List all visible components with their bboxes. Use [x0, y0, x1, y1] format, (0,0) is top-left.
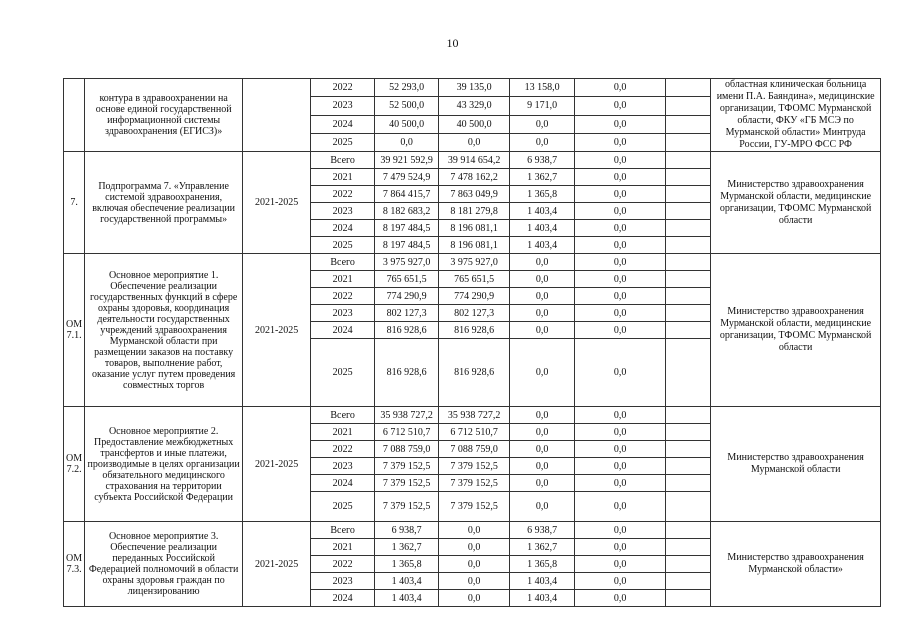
year-cell: Всего	[311, 522, 375, 539]
page-number: 10	[446, 36, 459, 50]
year-cell: 2023	[311, 97, 375, 115]
year-cell: 2022	[311, 288, 375, 305]
year-cell: 2023	[311, 458, 375, 475]
federal-cell: 1 403,4	[510, 203, 575, 220]
year-cell: 2022	[311, 556, 375, 573]
federal-cell: 0,0	[510, 305, 575, 322]
federal-cell: 1 403,4	[510, 220, 575, 237]
total-cell: 1 365,8	[375, 556, 439, 573]
blank-cell	[666, 237, 711, 254]
other-cell: 0,0	[575, 522, 666, 539]
total-cell: 8 197 484,5	[375, 237, 439, 254]
blank-cell	[666, 305, 711, 322]
other-cell: 0,0	[575, 458, 666, 475]
other-cell: 0,0	[575, 237, 666, 254]
other-cell: 0,0	[575, 254, 666, 271]
blank-cell	[666, 573, 711, 590]
table-row	[64, 79, 881, 97]
table-row	[64, 152, 881, 169]
item-name: контура в здравоохранении на основе единой государственной информационной системы здравоохранения (ЕГИСЗ)»	[85, 79, 243, 152]
other-cell: 0,0	[575, 220, 666, 237]
total-cell: 7 379 152,5	[375, 492, 439, 522]
blank-cell	[666, 441, 711, 458]
total-cell: 802 127,3	[375, 305, 439, 322]
total-cell: 774 290,9	[375, 288, 439, 305]
year-cell: 2025	[311, 133, 375, 151]
year-cell: Всего	[311, 254, 375, 271]
funding-table	[63, 78, 881, 607]
item-name: Основное мероприятие 1. Обеспечение реализации государственных функций в сфере охраны здоровья, координация деятельности государственных учреждений здравоохранения Мурманской области при размещении заказов на поставку товаров, выполнение работ, оказание услуг путем проведения совместных торгов	[85, 254, 243, 407]
regional-cell: 39 135,0	[439, 79, 510, 97]
total-cell: 7 479 524,9	[375, 169, 439, 186]
federal-cell: 0,0	[510, 475, 575, 492]
total-cell: 39 921 592,9	[375, 152, 439, 169]
federal-cell: 1 365,8	[510, 186, 575, 203]
period-cell: 2021-2025	[243, 407, 311, 522]
blank-cell	[666, 220, 711, 237]
total-cell: 35 938 727,2	[375, 407, 439, 424]
regional-cell: 35 938 727,2	[439, 407, 510, 424]
federal-cell: 0,0	[510, 271, 575, 288]
year-cell: 2025	[311, 492, 375, 522]
blank-cell	[666, 79, 711, 97]
total-cell: 1 403,4	[375, 573, 439, 590]
other-cell: 0,0	[575, 186, 666, 203]
period-cell: 2021-2025	[243, 254, 311, 407]
row-number: 7.	[64, 152, 85, 254]
total-cell: 8 182 683,2	[375, 203, 439, 220]
total-cell: 816 928,6	[375, 339, 439, 407]
responsible-cell: Министерство здравоохранения Мурманской области, медицинские организации, ТФОМС Мурманской области	[711, 254, 881, 407]
other-cell: 0,0	[575, 441, 666, 458]
other-cell: 0,0	[575, 475, 666, 492]
regional-cell: 7 478 162,2	[439, 169, 510, 186]
regional-cell: 0,0	[439, 556, 510, 573]
blank-cell	[666, 522, 711, 539]
other-cell: 0,0	[575, 539, 666, 556]
total-cell: 7 864 415,7	[375, 186, 439, 203]
total-cell: 8 197 484,5	[375, 220, 439, 237]
federal-cell: 1 403,4	[510, 590, 575, 607]
total-cell: 7 088 759,0	[375, 441, 439, 458]
regional-cell: 0,0	[439, 133, 510, 151]
table-row	[64, 407, 881, 424]
federal-cell: 0,0	[510, 339, 575, 407]
blank-cell	[666, 556, 711, 573]
regional-cell: 3 975 927,0	[439, 254, 510, 271]
row-number: ОМ 7.2.	[64, 407, 85, 522]
year-cell: 2023	[311, 305, 375, 322]
year-cell: 2025	[311, 339, 375, 407]
federal-cell: 0,0	[510, 288, 575, 305]
blank-cell	[666, 492, 711, 522]
federal-cell: 0,0	[510, 441, 575, 458]
regional-cell: 6 712 510,7	[439, 424, 510, 441]
year-cell: 2021	[311, 169, 375, 186]
blank-cell	[666, 133, 711, 151]
total-cell: 40 500,0	[375, 115, 439, 133]
regional-cell: 0,0	[439, 590, 510, 607]
other-cell: 0,0	[575, 339, 666, 407]
other-cell: 0,0	[575, 305, 666, 322]
year-cell: 2023	[311, 203, 375, 220]
regional-cell: 0,0	[439, 573, 510, 590]
regional-cell: 7 379 152,5	[439, 475, 510, 492]
responsible-cell: Министерство здравоохранения Мурманской области	[711, 407, 881, 522]
period-cell: 2021-2025	[243, 522, 311, 607]
other-cell: 0,0	[575, 590, 666, 607]
federal-cell: 13 158,0	[510, 79, 575, 97]
total-cell: 7 379 152,5	[375, 458, 439, 475]
blank-cell	[666, 407, 711, 424]
blank-cell	[666, 271, 711, 288]
year-cell: 2021	[311, 539, 375, 556]
regional-cell: 0,0	[439, 522, 510, 539]
year-cell: 2022	[311, 186, 375, 203]
row-number: ОМ 7.3.	[64, 522, 85, 607]
row-number: ОМ 7.1.	[64, 254, 85, 407]
other-cell: 0,0	[575, 79, 666, 97]
regional-cell: 7 379 152,5	[439, 492, 510, 522]
federal-cell: 0,0	[510, 458, 575, 475]
federal-cell: 0,0	[510, 254, 575, 271]
blank-cell	[666, 590, 711, 607]
other-cell: 0,0	[575, 115, 666, 133]
blank-cell	[666, 539, 711, 556]
row-number	[64, 79, 85, 152]
regional-cell: 765 651,5	[439, 271, 510, 288]
year-cell: 2021	[311, 271, 375, 288]
regional-cell: 816 928,6	[439, 322, 510, 339]
total-cell: 52 500,0	[375, 97, 439, 115]
regional-cell: 39 914 654,2	[439, 152, 510, 169]
blank-cell	[666, 424, 711, 441]
regional-cell: 774 290,9	[439, 288, 510, 305]
blank-cell	[666, 169, 711, 186]
year-cell: 2022	[311, 79, 375, 97]
period-cell: 2021-2025	[243, 152, 311, 254]
total-cell: 3 975 927,0	[375, 254, 439, 271]
blank-cell	[666, 339, 711, 407]
regional-cell: 816 928,6	[439, 339, 510, 407]
federal-cell: 0,0	[510, 407, 575, 424]
total-cell: 6 938,7	[375, 522, 439, 539]
responsible-cell: Министерство здравоохранения Мурманской области, медицинские организации, ТФОМС Мурманской области	[711, 152, 881, 254]
year-cell: 2022	[311, 441, 375, 458]
federal-cell: 1 362,7	[510, 539, 575, 556]
blank-cell	[666, 458, 711, 475]
regional-cell: 0,0	[439, 539, 510, 556]
blank-cell	[666, 97, 711, 115]
blank-cell	[666, 322, 711, 339]
total-cell: 6 712 510,7	[375, 424, 439, 441]
year-cell: 2024	[311, 115, 375, 133]
federal-cell: 9 171,0	[510, 97, 575, 115]
year-cell: 2021	[311, 424, 375, 441]
federal-cell: 1 365,8	[510, 556, 575, 573]
federal-cell: 1 362,7	[510, 169, 575, 186]
blank-cell	[666, 475, 711, 492]
other-cell: 0,0	[575, 556, 666, 573]
other-cell: 0,0	[575, 133, 666, 151]
regional-cell: 7 379 152,5	[439, 458, 510, 475]
federal-cell: 0,0	[510, 133, 575, 151]
federal-cell: 0,0	[510, 115, 575, 133]
other-cell: 0,0	[575, 203, 666, 220]
blank-cell	[666, 186, 711, 203]
responsible-cell: областная клиническая больница имени П.А. Баяндина», медицинские организации, ТФОМС Мурманской области, ФКУ «ГБ МСЭ по Мурманской области» Минтруда России, ГУ-МРО ФСС РФ	[711, 79, 881, 152]
year-cell: 2025	[311, 237, 375, 254]
regional-cell: 8 196 081,1	[439, 237, 510, 254]
total-cell: 0,0	[375, 133, 439, 151]
regional-cell: 8 181 279,8	[439, 203, 510, 220]
total-cell: 7 379 152,5	[375, 475, 439, 492]
item-name: Основное мероприятие 2. Предоставление межбюджетных трансфертов и иные платежи, производимые в целях организации обязательного медицинского страхования на территории субъекта Российской Федерации	[85, 407, 243, 522]
table-row	[64, 254, 881, 271]
other-cell: 0,0	[575, 492, 666, 522]
regional-cell: 8 196 081,1	[439, 220, 510, 237]
federal-cell: 0,0	[510, 322, 575, 339]
blank-cell	[666, 152, 711, 169]
year-cell: 2024	[311, 475, 375, 492]
item-name: Основное мероприятие 3. Обеспечение реализации переданных Российской Федерацией полномочий в области охраны здоровья граждан по лицензированию	[85, 522, 243, 607]
federal-cell: 6 938,7	[510, 522, 575, 539]
item-name: Подпрограмма 7. «Управление системой здравоохранения, включая обеспечение реализации государственной программы»	[85, 152, 243, 254]
total-cell: 1 403,4	[375, 590, 439, 607]
year-cell: Всего	[311, 407, 375, 424]
regional-cell: 7 088 759,0	[439, 441, 510, 458]
year-cell: Всего	[311, 152, 375, 169]
period-cell	[243, 79, 311, 152]
year-cell: 2023	[311, 573, 375, 590]
year-cell: 2024	[311, 220, 375, 237]
other-cell: 0,0	[575, 288, 666, 305]
blank-cell	[666, 115, 711, 133]
other-cell: 0,0	[575, 573, 666, 590]
federal-cell: 1 403,4	[510, 237, 575, 254]
year-cell: 2024	[311, 590, 375, 607]
other-cell: 0,0	[575, 152, 666, 169]
total-cell: 816 928,6	[375, 322, 439, 339]
other-cell: 0,0	[575, 407, 666, 424]
federal-cell: 1 403,4	[510, 573, 575, 590]
other-cell: 0,0	[575, 271, 666, 288]
federal-cell: 0,0	[510, 424, 575, 441]
blank-cell	[666, 288, 711, 305]
table-row	[64, 522, 881, 539]
responsible-cell: Министерство здравоохранения Мурманской области»	[711, 522, 881, 607]
other-cell: 0,0	[575, 322, 666, 339]
regional-cell: 7 863 049,9	[439, 186, 510, 203]
federal-cell: 6 938,7	[510, 152, 575, 169]
regional-cell: 40 500,0	[439, 115, 510, 133]
other-cell: 0,0	[575, 169, 666, 186]
other-cell: 0,0	[575, 97, 666, 115]
other-cell: 0,0	[575, 424, 666, 441]
blank-cell	[666, 203, 711, 220]
total-cell: 52 293,0	[375, 79, 439, 97]
regional-cell: 43 329,0	[439, 97, 510, 115]
year-cell: 2024	[311, 322, 375, 339]
federal-cell: 0,0	[510, 492, 575, 522]
regional-cell: 802 127,3	[439, 305, 510, 322]
total-cell: 765 651,5	[375, 271, 439, 288]
blank-cell	[666, 254, 711, 271]
total-cell: 1 362,7	[375, 539, 439, 556]
